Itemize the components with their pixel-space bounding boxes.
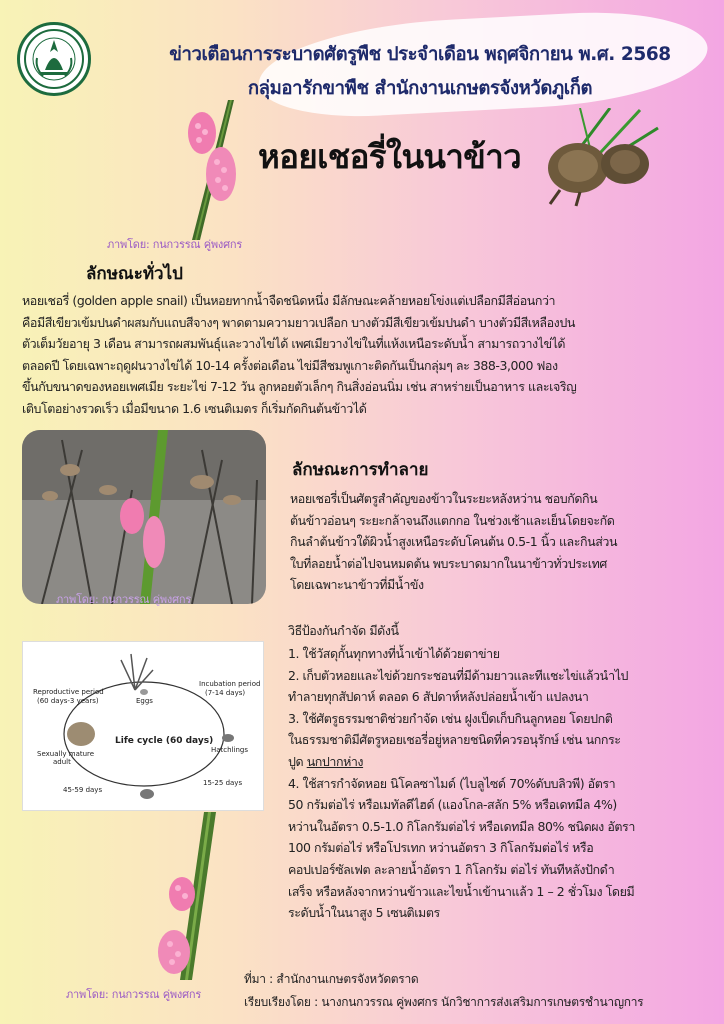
prevention-line: 100 กรัมต่อไร่ หรือโปรเทก หว่านอัตรา 3 กิโลกรัมต่อไร่ หรือ: [288, 840, 594, 856]
rice-field-photo: [22, 430, 266, 604]
prevention-line: 4. ใช้สารกำจัดหอย นิโคลซาไมด์ (ไบลูไซด์ 70%ดับบลิวพี) อัตรา: [288, 775, 616, 791]
damage-line: กินลำต้นข้าวใต้ผิวน้ำสูงเหนือระดับโคนต้น 0.5-1 นิ้ว และกินส่วน: [290, 534, 618, 550]
general-line: เติบโตอย่างรวดเร็ว เมื่อมีขนาด 1.6 เซนติเมตร ก็เริ่มกัดกินต้นข้าวได้: [22, 400, 367, 416]
lifecycle-incubation-label: Incubation period: [199, 680, 261, 688]
lifecycle-repro-label: Reproductive period: [33, 688, 104, 696]
prevention-line: หว่านในอัตรา 0.5-1.0 กิโลกรัมต่อไร่ หรือเดทมีล 80% ชนิดผง อัตรา: [288, 818, 635, 834]
prevention-line: 2. เก็บตัวหอยและไข่ด้วยกระชอนที่มีด้ามยาวและทีแชะไข่แล้วนำไป: [288, 667, 629, 683]
general-heading: ลักษณะทั่วไป: [86, 264, 183, 284]
agency-logo: [17, 22, 91, 96]
page-title: หอยเชอรี่ในนาข้าว: [258, 137, 522, 176]
damage-line: ต้นข้าวอ่อนๆ ระยะกล้าจนถึงแตกกอ ในช่วงเช้าและเย็นโดยจะกัด: [290, 512, 615, 528]
prevention-line: เสร็จ หรือหลังจากหว่านข้าวและไขน้ำเข้านาแล้ว 1 – 2 ชั่วโมง โดยมี: [288, 883, 635, 899]
prevention-list: [288, 643, 718, 924]
lifecycle-eggs-label: Eggs: [136, 697, 153, 705]
photo-credit-middle: ภาพโดย: กนกวรรณ คู่พงศกร: [56, 593, 192, 606]
prevention-line: 3. ใช้ศัตรูธรรมชาติช่วยกำจัด เช่น ฝูงเป็ดเก็บกินลูกหอย โดยปกติ: [288, 710, 613, 726]
prevention-line: 1. ใช้วัสดุกั้นทุกทางที่น้ำเข้าได้ด้วยตาข่าย: [288, 646, 500, 661]
office-name: กลุ่มอารักขาพืช สำนักงานเกษตรจังหวัดภูเก็ต: [247, 78, 593, 99]
damage-line: ใบที่ลอยน้ำต่อไปจนหมดต้น พบระบาดมากในนาข้าวทั่วประเทศ: [290, 555, 607, 571]
damage-line: หอยเชอรี่เป็นศัตรูสำคัญของข้าวในระยะหลังหว่าน ชอบกัดกิน: [290, 491, 598, 506]
lifecycle-adult-label: Sexually mature: [37, 750, 95, 758]
seal-icon: [23, 28, 85, 90]
lifecycle-repro-days: (60 days-3 years): [37, 697, 99, 705]
general-line: หอยเชอรี่ (golden apple snail) เป็นหอยทากน้ำจืดชนิดหนึ่ง มีลักษณะคล้ายหอยโข่งแต่เปลือกมีสีอ่อนกว่า: [22, 293, 556, 308]
lifecycle-15-25-label: 15-25 days: [203, 779, 243, 787]
snail-photo: [540, 108, 660, 208]
bird-link[interactable]: นกปากห่าง: [306, 753, 364, 769]
general-line: ตัวเต็มวัยอายุ 3 เดือน สามารถผสมพันธุ์และวางไข่ได้ เพศเมียวางไข่ในที่แห้งเหนือระดับน้ำ สามารถวางไข่ได้: [22, 336, 566, 352]
photo-credit-top: ภาพโดย: กนกวรรณ คู่พงศกร: [107, 238, 243, 251]
lifecycle-45-59-label: 45-59 days: [63, 786, 103, 794]
general-line: ขึ้นกับขนาดของหอยเพศเมีย ระยะไข่ 7-12 วัน ลูกหอยตัวเล็กๆ กินสิ่งอ่อนนิ่ม เช่น สาหร่ายเป็นอาหาร และเจริญ: [22, 379, 577, 395]
prevention-line: 50 กรัมต่อไร่ หรือเมทัลดีไฮด์ (แองโกล-สลัก 5% หรือเดทมีล 4%): [288, 797, 617, 813]
lifecycle-incubation-days: (7-14 days): [205, 689, 246, 697]
egg-photo-top: [178, 100, 248, 240]
bulletin-title: ข่าวเตือนการระบาดศัตรูพืช ประจำเดือน พฤศจิกายน พ.ศ. 2568: [169, 44, 671, 65]
lifecycle-hatchlings-label: Hatchlings: [211, 746, 248, 754]
prevention-line: ในธรรมชาติมีศัตรูหอยเชอรี่อยู่หลายชนิดที่ควรอนุรักษ์ เช่น นกกระ: [288, 732, 621, 748]
damage-paragraph: [290, 488, 710, 596]
damage-line: โดยเฉพาะนาข้าวที่มีน้ำขัง: [290, 577, 424, 593]
prevention-line: ทำลายทุกสัปดาห์ ตลอด 6 สัปดาห์หลังปล่อยน้ำเข้า แปลงนา: [288, 689, 589, 705]
egg-photo-bottom: [148, 812, 228, 980]
general-line: คือมีสีเขียวเข้มปนดำผสมกับแถบสีจางๆ พาดตามความยาวเปลือก บางตัวมีสีเขียวเข้มปนดำ บางตัวมีสีเหลืองปน: [22, 314, 575, 330]
prevention-line: คอปเปอร์ซัลเฟต ละลายน้ำอัตรา 1 กิโลกรัม ต่อไร่ ทันทีหลังปักดำ: [288, 861, 615, 877]
bird-prefix: ปูด: [288, 753, 307, 769]
prevention-line: ระดับน้ำในนาสูง 5 เซนติเมตร: [288, 905, 440, 921]
general-line: ตลอดปี โดยเฉพาะฤดูฝนวางไข่ได้ 10-14 ครั้งต่อเดือน ไข่มีสีชมพูเกาะติดกันเป็นกลุ่มๆ ละ 388-3,000 ฟอง: [22, 357, 558, 373]
prevention-heading: วิธีป้องกันกำจัด มีดังนี้: [288, 623, 399, 638]
author-line: เรียบเรียงโดย : นางกนกวรรณ คู่พงศกร นักวิชาการส่งเสริมการเกษตรชำนาญการ: [244, 995, 644, 1009]
lifecycle-center-label: Life cycle (60 days): [115, 736, 214, 746]
lifecycle-adult-label2: adult: [53, 758, 71, 766]
damage-heading: ลักษณะการทำลาย: [292, 460, 429, 480]
source-line: ที่มา : สำนักงานเกษตรจังหวัดตราด: [244, 972, 419, 986]
general-paragraph: [22, 290, 712, 420]
prevention-bird-line: [288, 751, 718, 773]
photo-credit-bottom: ภาพโดย: กนกวรรณ คู่พงศกร: [66, 988, 202, 1001]
lifecycle-diagram: [22, 641, 264, 811]
